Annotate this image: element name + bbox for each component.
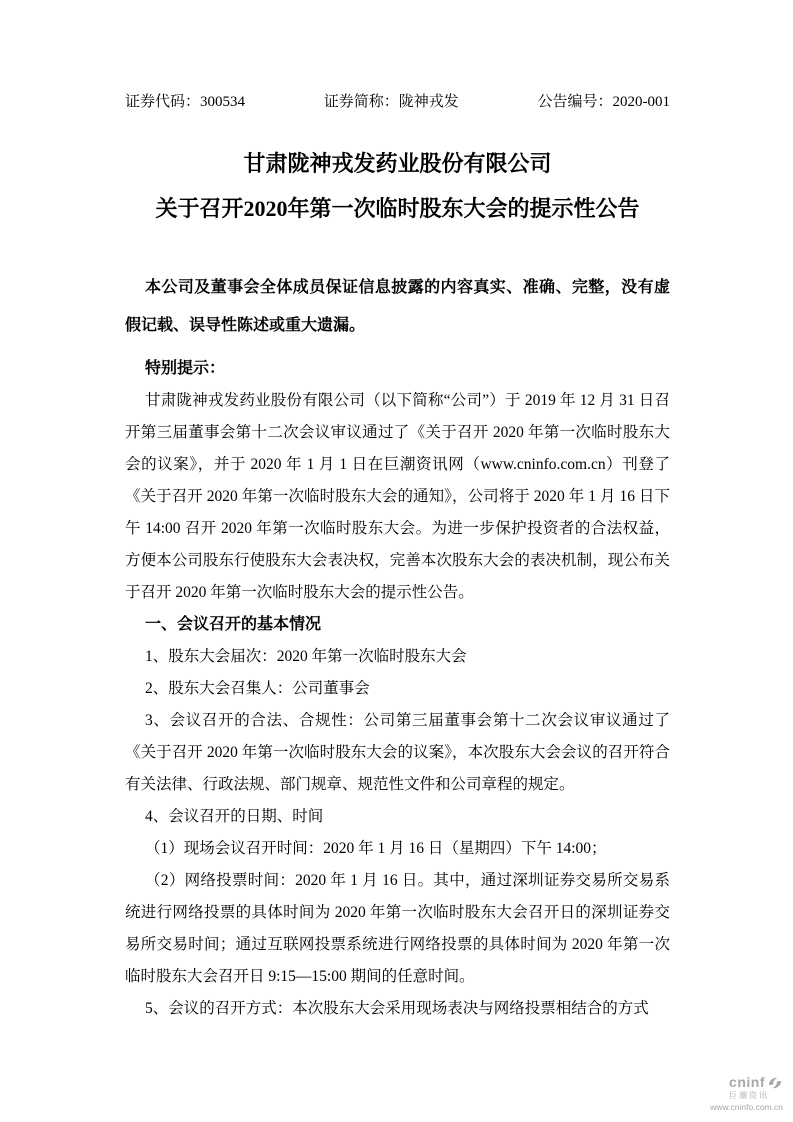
title-block — [125, 141, 670, 231]
cninfo-swirl-icon — [767, 1075, 783, 1091]
section-item-meeting-method: 5、会议的召开方式：本次股东大会采用现场表决与网络投票相结合的方式 — [145, 1000, 649, 1017]
cninfo-brand-row — [710, 1075, 783, 1091]
section-item-convener: 2、股东大会召集人：公司董事会 — [145, 680, 370, 697]
section-item-date-time-heading: 4、会议召开的日期、时间 — [145, 808, 324, 825]
truthfulness-declaration: 本公司及董事会全体成员保证信息披露的内容真实、准确、完整，没有虚假记载、误导性陈述或重大遗漏。 — [125, 279, 670, 334]
section-item-onsite-time: （1）现场会议召开时间：2020 年 1 月 16 日（星期四）下午 14:00； — [145, 840, 607, 857]
cninfo-url: www.cninfo.com.cn — [710, 1101, 783, 1112]
section-1-heading: 一、会议召开的基本情况 — [145, 616, 322, 633]
special-notice-heading: 特别提示： — [145, 360, 226, 377]
stock-name-label: 证券简称：陇神戎发 — [323, 94, 459, 110]
special-notice-body: 甘肃陇神戎发药业股份有限公司（以下简称“公司”）于 2019 年 12 月 31 日召开第三届董事会第十二次会议审议通过了《关于召开 2020 年第一次临时股东大会的议案》，并于 2020 年 1 月 1 日在巨潮资讯网（www.cninfo.com.cn）刊登了《关于召开 2020 年第一次临时股东大会的通知》，公司将于 2020 年 1 月 16 日下午 14:00 召开 2020 年第一次临时股东大会。为进一步保护投资者的合法权益，方便本公司股东行使股东大会表决权，完善本次股东大会的表决机制，现公布关于召开 2020 年第一次临时股东大会的提示性公告。 — [125, 392, 670, 601]
cninfo-brand-text: cninf — [729, 1074, 765, 1091]
company-name-title: 甘肃陇神戎发药业股份有限公司 — [243, 151, 552, 176]
cninfo-chinese-name: 巨潮资讯 — [729, 1090, 769, 1100]
cninfo-logo — [710, 1075, 783, 1112]
document-header — [125, 92, 670, 113]
announcement-number-label: 公告编号：2020-001 — [537, 94, 670, 110]
section-item-meeting-session: 1、股东大会届次：2020 年第一次临时股东大会 — [145, 648, 467, 665]
stock-code-label: 证券代码：300534 — [125, 94, 246, 110]
section-item-legality: 3、会议召开的合法、合规性：公司第三届董事会第十二次会议审议通过了《关于召开 2020 年第一次临时股东大会的议案》，本次股东大会会议的召开符合有关法律、行政法规、部门规章、规范性文件和公司章程的规定。 — [125, 712, 670, 793]
section-item-online-voting-time: （2）网络投票时间：2020 年 1 月 16 日。其中，通过深圳证券交易所交易系统进行网络投票的具体时间为 2020 年第一次临时股东大会召开日的深圳证券交易所交易时间；通过互联网投票系统进行网络投票的具体时间为 2020 年第一次临时股东大会召开日 9:15—15:00 期间的任意时间。 — [125, 872, 670, 985]
announcement-subject-title: 关于召开2020年第一次临时股东大会的提示性公告 — [155, 196, 640, 221]
